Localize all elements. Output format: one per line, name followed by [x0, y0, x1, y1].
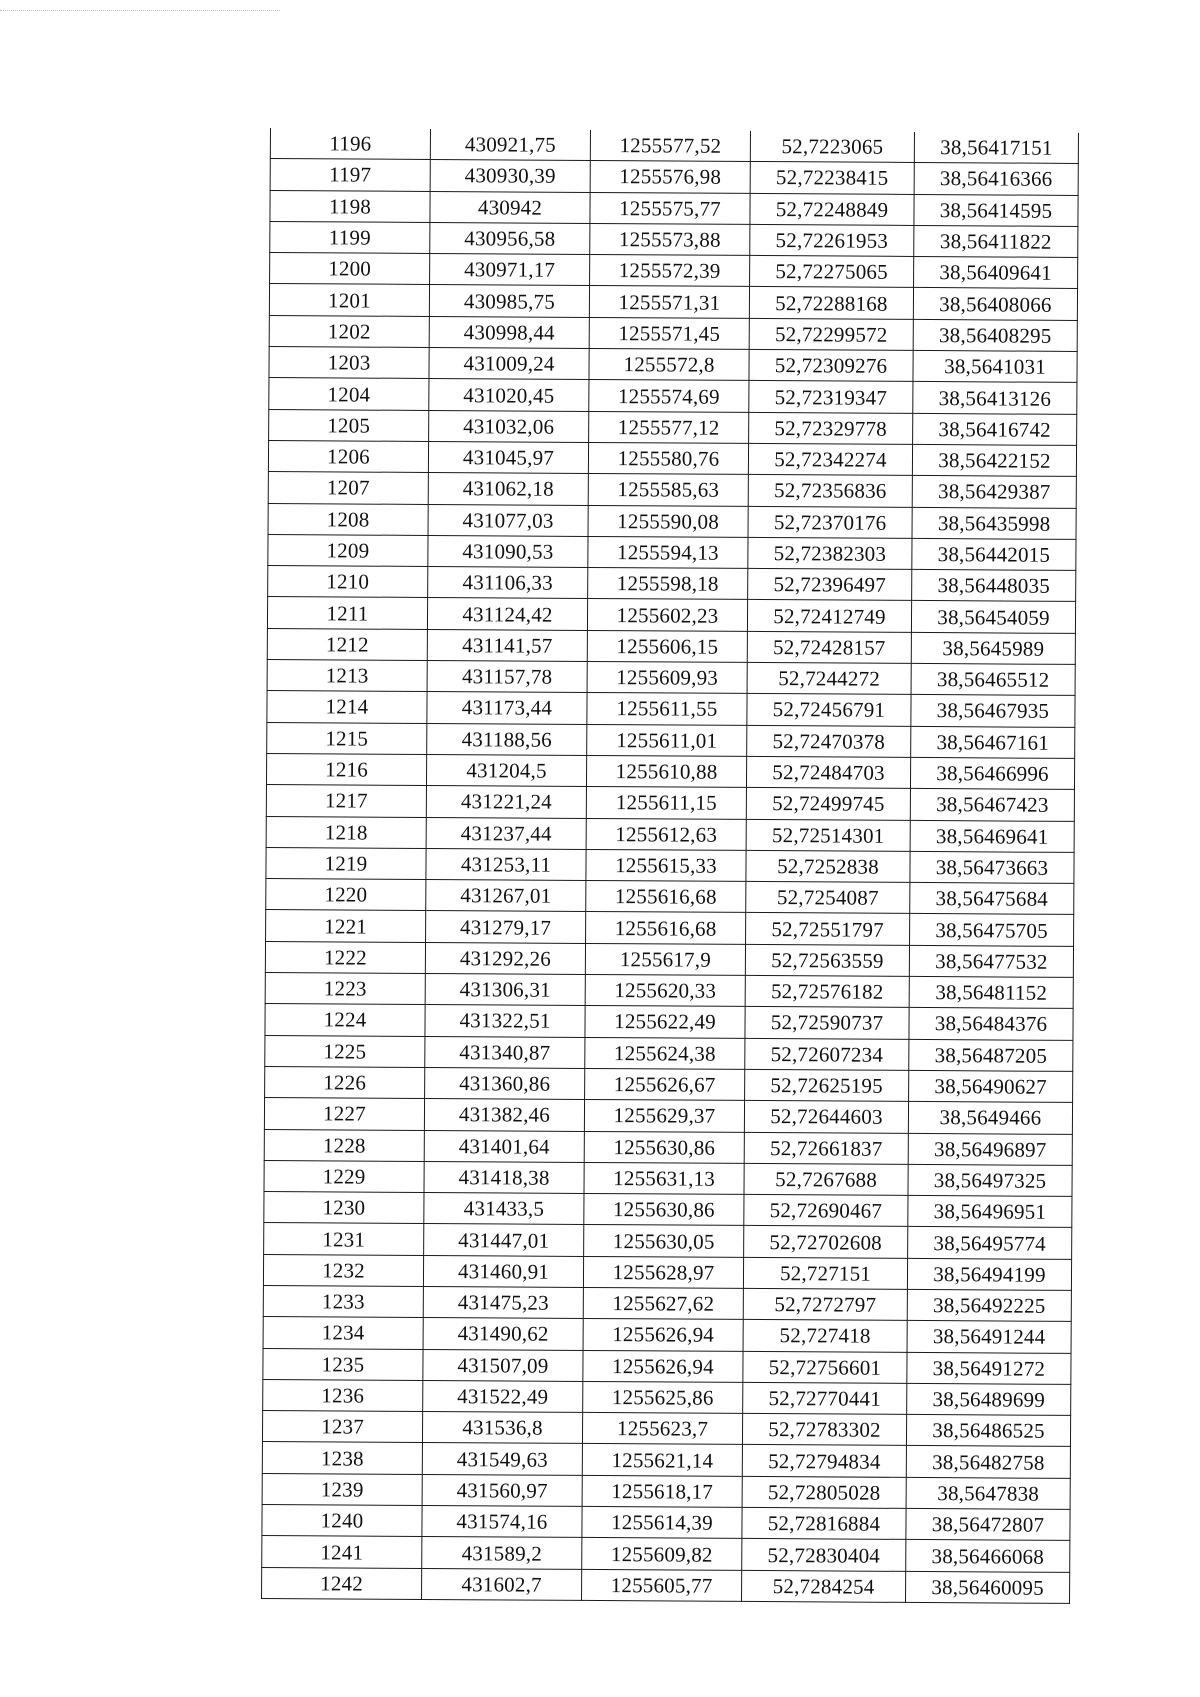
y-coordinate-cell: 1255572,39 — [590, 255, 750, 287]
longitude-cell: 38,5647838 — [906, 1477, 1070, 1509]
y-coordinate-cell: 1255572,8 — [589, 349, 749, 381]
x-coordinate-cell: 430956,58 — [430, 222, 590, 254]
longitude-cell: 38,56467935 — [911, 695, 1075, 727]
x-coordinate-cell: 430942 — [430, 191, 590, 223]
latitude-cell: 52,72499745 — [746, 788, 910, 820]
y-coordinate-cell: 1255611,01 — [587, 724, 747, 756]
table-row — [262, 1473, 1070, 1509]
table-row — [269, 378, 1077, 414]
point-number-cell: 1236 — [263, 1379, 423, 1411]
y-coordinate-cell: 1255573,88 — [590, 223, 750, 255]
x-coordinate-cell: 431340,87 — [425, 1036, 585, 1068]
x-coordinate-cell: 431360,86 — [425, 1067, 585, 1099]
y-coordinate-cell: 1255612,63 — [586, 818, 746, 850]
latitude-cell: 52,72356836 — [748, 475, 912, 507]
point-number-cell: 1197 — [270, 159, 430, 191]
x-coordinate-cell: 430998,44 — [429, 316, 589, 348]
latitude-cell: 52,7244272 — [747, 662, 911, 694]
longitude-cell: 38,56435998 — [912, 507, 1076, 539]
longitude-cell: 38,56408295 — [913, 319, 1077, 351]
point-number-cell: 1221 — [266, 910, 426, 942]
longitude-cell: 38,56416742 — [913, 413, 1077, 445]
table-row — [267, 628, 1075, 664]
longitude-cell: 38,56442015 — [912, 538, 1076, 570]
y-coordinate-cell: 1255575,77 — [590, 192, 750, 224]
latitude-cell: 52,72805028 — [742, 1476, 906, 1508]
latitude-cell: 52,72607234 — [745, 1038, 909, 1070]
longitude-cell: 38,56429387 — [912, 476, 1076, 508]
x-coordinate-cell: 431221,24 — [426, 786, 586, 818]
latitude-cell: 52,72625195 — [745, 1069, 909, 1101]
longitude-cell: 38,5641031 — [913, 351, 1077, 383]
x-coordinate-cell: 431522,49 — [423, 1380, 583, 1412]
point-number-cell: 1222 — [265, 941, 425, 973]
x-coordinate-cell: 431549,63 — [422, 1443, 582, 1475]
table-row — [265, 973, 1073, 1009]
latitude-cell: 52,72830404 — [742, 1539, 906, 1571]
point-number-cell: 1200 — [270, 253, 430, 285]
x-coordinate-cell: 430921,75 — [430, 129, 590, 161]
longitude-cell: 38,5645989 — [911, 632, 1075, 664]
table-row — [269, 347, 1077, 383]
longitude-cell: 38,56491272 — [907, 1352, 1071, 1384]
longitude-cell: 38,56494199 — [907, 1258, 1071, 1290]
point-number-cell: 1212 — [267, 628, 427, 660]
table-row — [268, 566, 1076, 602]
longitude-cell: 38,56465512 — [911, 663, 1075, 695]
longitude-cell: 38,56422152 — [912, 444, 1076, 476]
longitude-cell: 38,56495774 — [908, 1227, 1072, 1259]
latitude-cell: 52,72319347 — [749, 381, 913, 413]
y-coordinate-cell: 1255620,33 — [585, 974, 745, 1006]
y-coordinate-cell: 1255609,93 — [587, 661, 747, 693]
point-number-cell: 1233 — [263, 1285, 423, 1317]
y-coordinate-cell: 1255577,52 — [590, 130, 750, 162]
longitude-cell: 38,56467423 — [910, 789, 1074, 821]
y-coordinate-cell: 1255618,17 — [582, 1475, 742, 1507]
x-coordinate-cell: 431322,51 — [425, 1005, 585, 1037]
coordinates-table-body — [262, 128, 1079, 1603]
table-row — [265, 1035, 1073, 1071]
y-coordinate-cell: 1255602,23 — [587, 599, 747, 631]
table-row — [269, 409, 1077, 445]
x-coordinate-cell: 431106,33 — [428, 567, 588, 599]
table-row — [266, 879, 1074, 915]
longitude-cell: 38,56486525 — [906, 1415, 1070, 1447]
longitude-cell: 38,56497325 — [908, 1164, 1072, 1196]
longitude-cell: 38,56448035 — [912, 570, 1076, 602]
latitude-cell: 52,7284254 — [742, 1570, 906, 1602]
x-coordinate-cell: 431237,44 — [426, 817, 586, 849]
table-row — [263, 1348, 1071, 1384]
longitude-cell: 38,56472807 — [906, 1508, 1070, 1540]
table-row — [266, 753, 1074, 789]
x-coordinate-cell: 430985,75 — [429, 285, 589, 317]
latitude-cell: 52,72514301 — [746, 819, 910, 851]
point-number-cell: 1229 — [264, 1160, 424, 1192]
table-row — [268, 534, 1076, 570]
longitude-cell: 38,56473663 — [910, 851, 1074, 883]
table-row — [265, 1004, 1073, 1040]
x-coordinate-cell: 431077,03 — [428, 504, 588, 536]
y-coordinate-cell: 1255571,45 — [589, 317, 749, 349]
point-number-cell: 1215 — [267, 722, 427, 754]
scan-artifact — [0, 10, 280, 13]
y-coordinate-cell: 1255616,68 — [586, 912, 746, 944]
longitude-cell: 38,56484376 — [909, 1008, 1073, 1040]
latitude-cell: 52,72484703 — [746, 756, 910, 788]
point-number-cell: 1208 — [268, 503, 428, 535]
x-coordinate-cell: 431173,44 — [427, 692, 587, 724]
point-number-cell: 1196 — [270, 128, 430, 160]
point-number-cell: 1239 — [262, 1473, 422, 1505]
point-number-cell: 1223 — [265, 973, 425, 1005]
longitude-cell: 38,56460095 — [906, 1571, 1070, 1603]
latitude-cell: 52,727151 — [743, 1257, 907, 1289]
x-coordinate-cell: 431475,23 — [423, 1286, 583, 1318]
y-coordinate-cell: 1255630,86 — [584, 1194, 744, 1226]
point-number-cell: 1224 — [265, 1004, 425, 1036]
longitude-cell: 38,56489699 — [907, 1383, 1071, 1415]
table-row — [262, 1567, 1070, 1603]
point-number-cell: 1232 — [263, 1254, 423, 1286]
table-row — [267, 722, 1075, 758]
point-number-cell: 1210 — [268, 566, 428, 598]
point-number-cell: 1228 — [264, 1129, 424, 1161]
table-row — [262, 1411, 1070, 1447]
y-coordinate-cell: 1255626,67 — [585, 1068, 745, 1100]
table-row — [270, 128, 1078, 164]
point-number-cell: 1206 — [268, 440, 428, 472]
latitude-cell: 52,72412749 — [747, 600, 911, 632]
longitude-cell: 38,56454059 — [911, 601, 1075, 633]
y-coordinate-cell: 1255615,33 — [586, 849, 746, 881]
x-coordinate-cell: 431460,91 — [423, 1255, 583, 1287]
y-coordinate-cell: 1255624,38 — [585, 1037, 745, 1069]
x-coordinate-cell: 431447,01 — [424, 1224, 584, 1256]
y-coordinate-cell: 1255630,05 — [584, 1225, 744, 1257]
y-coordinate-cell: 1255622,49 — [585, 1006, 745, 1038]
table-row — [264, 1160, 1072, 1196]
latitude-cell: 52,72456791 — [747, 694, 911, 726]
latitude-cell: 52,72783302 — [742, 1414, 906, 1446]
x-coordinate-cell: 431124,42 — [427, 598, 587, 630]
table-row — [262, 1442, 1070, 1478]
latitude-cell: 52,72428157 — [747, 631, 911, 663]
longitude-cell: 38,56475705 — [910, 914, 1074, 946]
x-coordinate-cell: 431267,01 — [426, 880, 586, 912]
x-coordinate-cell: 431490,62 — [423, 1318, 583, 1350]
y-coordinate-cell: 1255625,86 — [583, 1381, 743, 1413]
point-number-cell: 1231 — [264, 1223, 424, 1255]
latitude-cell: 52,72370176 — [748, 506, 912, 538]
longitude-cell: 38,56466068 — [906, 1540, 1070, 1572]
table-row — [263, 1285, 1071, 1321]
longitude-cell: 38,56487205 — [909, 1039, 1073, 1071]
y-coordinate-cell: 1255611,55 — [587, 693, 747, 725]
x-coordinate-cell: 431536,8 — [422, 1412, 582, 1444]
x-coordinate-cell: 431253,11 — [426, 848, 586, 880]
longitude-cell: 38,56413126 — [913, 382, 1077, 414]
longitude-cell: 38,56481152 — [909, 976, 1073, 1008]
point-number-cell: 1241 — [262, 1536, 422, 1568]
latitude-cell: 52,72563559 — [745, 944, 909, 976]
point-number-cell: 1242 — [262, 1567, 422, 1599]
point-number-cell: 1214 — [267, 691, 427, 723]
y-coordinate-cell: 1255571,31 — [589, 286, 749, 318]
latitude-cell: 52,72288168 — [749, 287, 913, 319]
coordinates-table — [261, 128, 1079, 1604]
y-coordinate-cell: 1255574,69 — [589, 380, 749, 412]
table-row — [263, 1379, 1071, 1415]
table-row — [265, 941, 1073, 977]
table-row — [270, 159, 1078, 195]
point-number-cell: 1225 — [265, 1035, 425, 1067]
latitude-cell: 52,72794834 — [742, 1445, 906, 1477]
y-coordinate-cell: 1255609,82 — [582, 1538, 742, 1570]
latitude-cell: 52,72590737 — [745, 1007, 909, 1039]
y-coordinate-cell: 1255617,9 — [585, 943, 745, 975]
table-row — [263, 1254, 1071, 1290]
y-coordinate-cell: 1255580,76 — [588, 442, 748, 474]
latitude-cell: 52,72690467 — [744, 1195, 908, 1227]
longitude-cell: 38,56467161 — [911, 726, 1075, 758]
y-coordinate-cell: 1255614,39 — [582, 1506, 742, 1538]
x-coordinate-cell: 431574,16 — [422, 1506, 582, 1538]
x-coordinate-cell: 431062,18 — [428, 473, 588, 505]
y-coordinate-cell: 1255611,15 — [586, 787, 746, 819]
table-row — [262, 1505, 1070, 1541]
latitude-cell: 52,72248849 — [750, 193, 914, 225]
latitude-cell: 52,72661837 — [744, 1132, 908, 1164]
longitude-cell: 38,56417151 — [914, 132, 1078, 164]
table-row — [269, 284, 1077, 320]
y-coordinate-cell: 1255590,08 — [588, 505, 748, 537]
longitude-cell: 38,56482758 — [906, 1446, 1070, 1478]
x-coordinate-cell: 430971,17 — [430, 254, 590, 286]
x-coordinate-cell: 431020,45 — [429, 379, 589, 411]
table-row — [268, 440, 1076, 476]
longitude-cell: 38,56416366 — [914, 163, 1078, 195]
point-number-cell: 1227 — [264, 1098, 424, 1130]
table-row — [263, 1317, 1071, 1353]
y-coordinate-cell: 1255631,13 — [584, 1162, 744, 1194]
latitude-cell: 52,7223065 — [750, 131, 914, 163]
point-number-cell: 1226 — [265, 1066, 425, 1098]
y-coordinate-cell: 1255630,86 — [584, 1131, 744, 1163]
latitude-cell: 52,72382303 — [748, 537, 912, 569]
table-row — [264, 1129, 1072, 1165]
latitude-cell: 52,7272797 — [743, 1288, 907, 1320]
y-coordinate-cell: 1255576,98 — [590, 161, 750, 193]
coordinates-table-wrapper — [261, 128, 1078, 1604]
latitude-cell: 52,72702608 — [744, 1226, 908, 1258]
longitude-cell: 38,56409641 — [914, 257, 1078, 289]
latitude-cell: 52,72644603 — [744, 1101, 908, 1133]
table-row — [267, 597, 1075, 633]
table-row — [267, 691, 1075, 727]
point-number-cell: 1201 — [269, 284, 429, 316]
table-row — [266, 816, 1074, 852]
table-row — [265, 1066, 1073, 1102]
latitude-cell: 52,72551797 — [746, 913, 910, 945]
y-coordinate-cell: 1255610,88 — [586, 755, 746, 787]
x-coordinate-cell: 431507,09 — [423, 1349, 583, 1381]
latitude-cell: 52,72470378 — [747, 725, 911, 757]
x-coordinate-cell: 430930,39 — [430, 160, 590, 192]
table-row — [266, 847, 1074, 883]
point-number-cell: 1199 — [270, 221, 430, 253]
table-row — [266, 785, 1074, 821]
point-number-cell: 1204 — [269, 378, 429, 410]
point-number-cell: 1237 — [262, 1411, 422, 1443]
longitude-cell: 38,56490627 — [909, 1070, 1073, 1102]
table-row — [270, 253, 1078, 289]
x-coordinate-cell: 431204,5 — [426, 754, 586, 786]
longitude-cell: 38,56496951 — [908, 1196, 1072, 1228]
latitude-cell: 52,72309276 — [749, 350, 913, 382]
point-number-cell: 1213 — [267, 660, 427, 692]
table-row — [270, 190, 1078, 226]
point-number-cell: 1234 — [263, 1317, 423, 1349]
x-coordinate-cell: 431602,7 — [422, 1568, 582, 1600]
longitude-cell: 38,56466996 — [910, 757, 1074, 789]
x-coordinate-cell: 431045,97 — [428, 441, 588, 473]
table-row — [268, 472, 1076, 508]
latitude-cell: 52,7252838 — [746, 850, 910, 882]
latitude-cell: 52,72756601 — [743, 1351, 907, 1383]
x-coordinate-cell: 431090,53 — [428, 535, 588, 567]
table-row — [266, 910, 1074, 946]
x-coordinate-cell: 431418,38 — [424, 1161, 584, 1193]
point-number-cell: 1238 — [262, 1442, 422, 1474]
point-number-cell: 1218 — [266, 816, 426, 848]
x-coordinate-cell: 431292,26 — [425, 942, 585, 974]
point-number-cell: 1217 — [266, 785, 426, 817]
point-number-cell: 1205 — [269, 409, 429, 441]
x-coordinate-cell: 431560,97 — [422, 1474, 582, 1506]
longitude-cell: 38,56408066 — [913, 288, 1077, 320]
point-number-cell: 1207 — [268, 472, 428, 504]
latitude-cell: 52,72816884 — [742, 1507, 906, 1539]
x-coordinate-cell: 431401,64 — [424, 1130, 584, 1162]
latitude-cell: 52,72342274 — [748, 443, 912, 475]
y-coordinate-cell: 1255605,77 — [582, 1569, 742, 1601]
table-row — [269, 315, 1077, 351]
y-coordinate-cell: 1255598,18 — [588, 568, 748, 600]
point-number-cell: 1216 — [266, 753, 426, 785]
point-number-cell: 1202 — [269, 315, 429, 347]
table-row — [268, 503, 1076, 539]
x-coordinate-cell: 431009,24 — [429, 348, 589, 380]
table-row — [264, 1192, 1072, 1228]
longitude-cell: 38,56492225 — [907, 1289, 1071, 1321]
y-coordinate-cell: 1255623,7 — [582, 1413, 742, 1445]
y-coordinate-cell: 1255628,97 — [583, 1256, 743, 1288]
table-row — [264, 1223, 1072, 1259]
x-coordinate-cell: 431382,46 — [424, 1099, 584, 1131]
x-coordinate-cell: 431032,06 — [429, 410, 589, 442]
latitude-cell: 52,72275065 — [750, 256, 914, 288]
longitude-cell: 38,56491244 — [907, 1321, 1071, 1353]
latitude-cell: 52,72299572 — [749, 318, 913, 350]
table-row — [262, 1536, 1070, 1572]
latitude-cell: 52,7267688 — [744, 1163, 908, 1195]
longitude-cell: 38,56475684 — [910, 883, 1074, 915]
table-row — [270, 221, 1078, 257]
point-number-cell: 1209 — [268, 534, 428, 566]
y-coordinate-cell: 1255626,94 — [583, 1350, 743, 1382]
y-coordinate-cell: 1255606,15 — [587, 630, 747, 662]
y-coordinate-cell: 1255621,14 — [582, 1444, 742, 1476]
table-row — [267, 660, 1075, 696]
point-number-cell: 1240 — [262, 1505, 422, 1537]
longitude-cell: 38,56477532 — [909, 945, 1073, 977]
longitude-cell: 38,56411822 — [914, 225, 1078, 257]
point-number-cell: 1220 — [266, 879, 426, 911]
point-number-cell: 1211 — [267, 597, 427, 629]
longitude-cell: 38,56414595 — [914, 194, 1078, 226]
x-coordinate-cell: 431141,57 — [427, 629, 587, 661]
longitude-cell: 38,56469641 — [910, 820, 1074, 852]
y-coordinate-cell: 1255616,68 — [586, 881, 746, 913]
latitude-cell: 52,7254087 — [746, 882, 910, 914]
point-number-cell: 1203 — [269, 347, 429, 379]
y-coordinate-cell: 1255626,94 — [583, 1319, 743, 1351]
y-coordinate-cell: 1255577,12 — [589, 411, 749, 443]
longitude-cell: 38,5649466 — [908, 1102, 1072, 1134]
x-coordinate-cell: 431157,78 — [427, 661, 587, 693]
point-number-cell: 1198 — [270, 190, 430, 222]
x-coordinate-cell: 431279,17 — [426, 911, 586, 943]
y-coordinate-cell: 1255594,13 — [588, 536, 748, 568]
latitude-cell: 52,72261953 — [750, 224, 914, 256]
table-row — [264, 1098, 1072, 1134]
x-coordinate-cell: 431306,31 — [425, 973, 585, 1005]
point-number-cell: 1230 — [264, 1192, 424, 1224]
x-coordinate-cell: 431188,56 — [427, 723, 587, 755]
latitude-cell: 52,72770441 — [743, 1382, 907, 1414]
y-coordinate-cell: 1255627,62 — [583, 1287, 743, 1319]
y-coordinate-cell: 1255585,63 — [588, 474, 748, 506]
x-coordinate-cell: 431433,5 — [424, 1193, 584, 1225]
longitude-cell: 38,56496897 — [908, 1133, 1072, 1165]
point-number-cell: 1219 — [266, 847, 426, 879]
x-coordinate-cell: 431589,2 — [422, 1537, 582, 1569]
latitude-cell: 52,72238415 — [750, 162, 914, 194]
latitude-cell: 52,72396497 — [748, 569, 912, 601]
latitude-cell: 52,72576182 — [745, 975, 909, 1007]
y-coordinate-cell: 1255629,37 — [584, 1100, 744, 1132]
latitude-cell: 52,72329778 — [749, 412, 913, 444]
point-number-cell: 1235 — [263, 1348, 423, 1380]
latitude-cell: 52,727418 — [743, 1320, 907, 1352]
